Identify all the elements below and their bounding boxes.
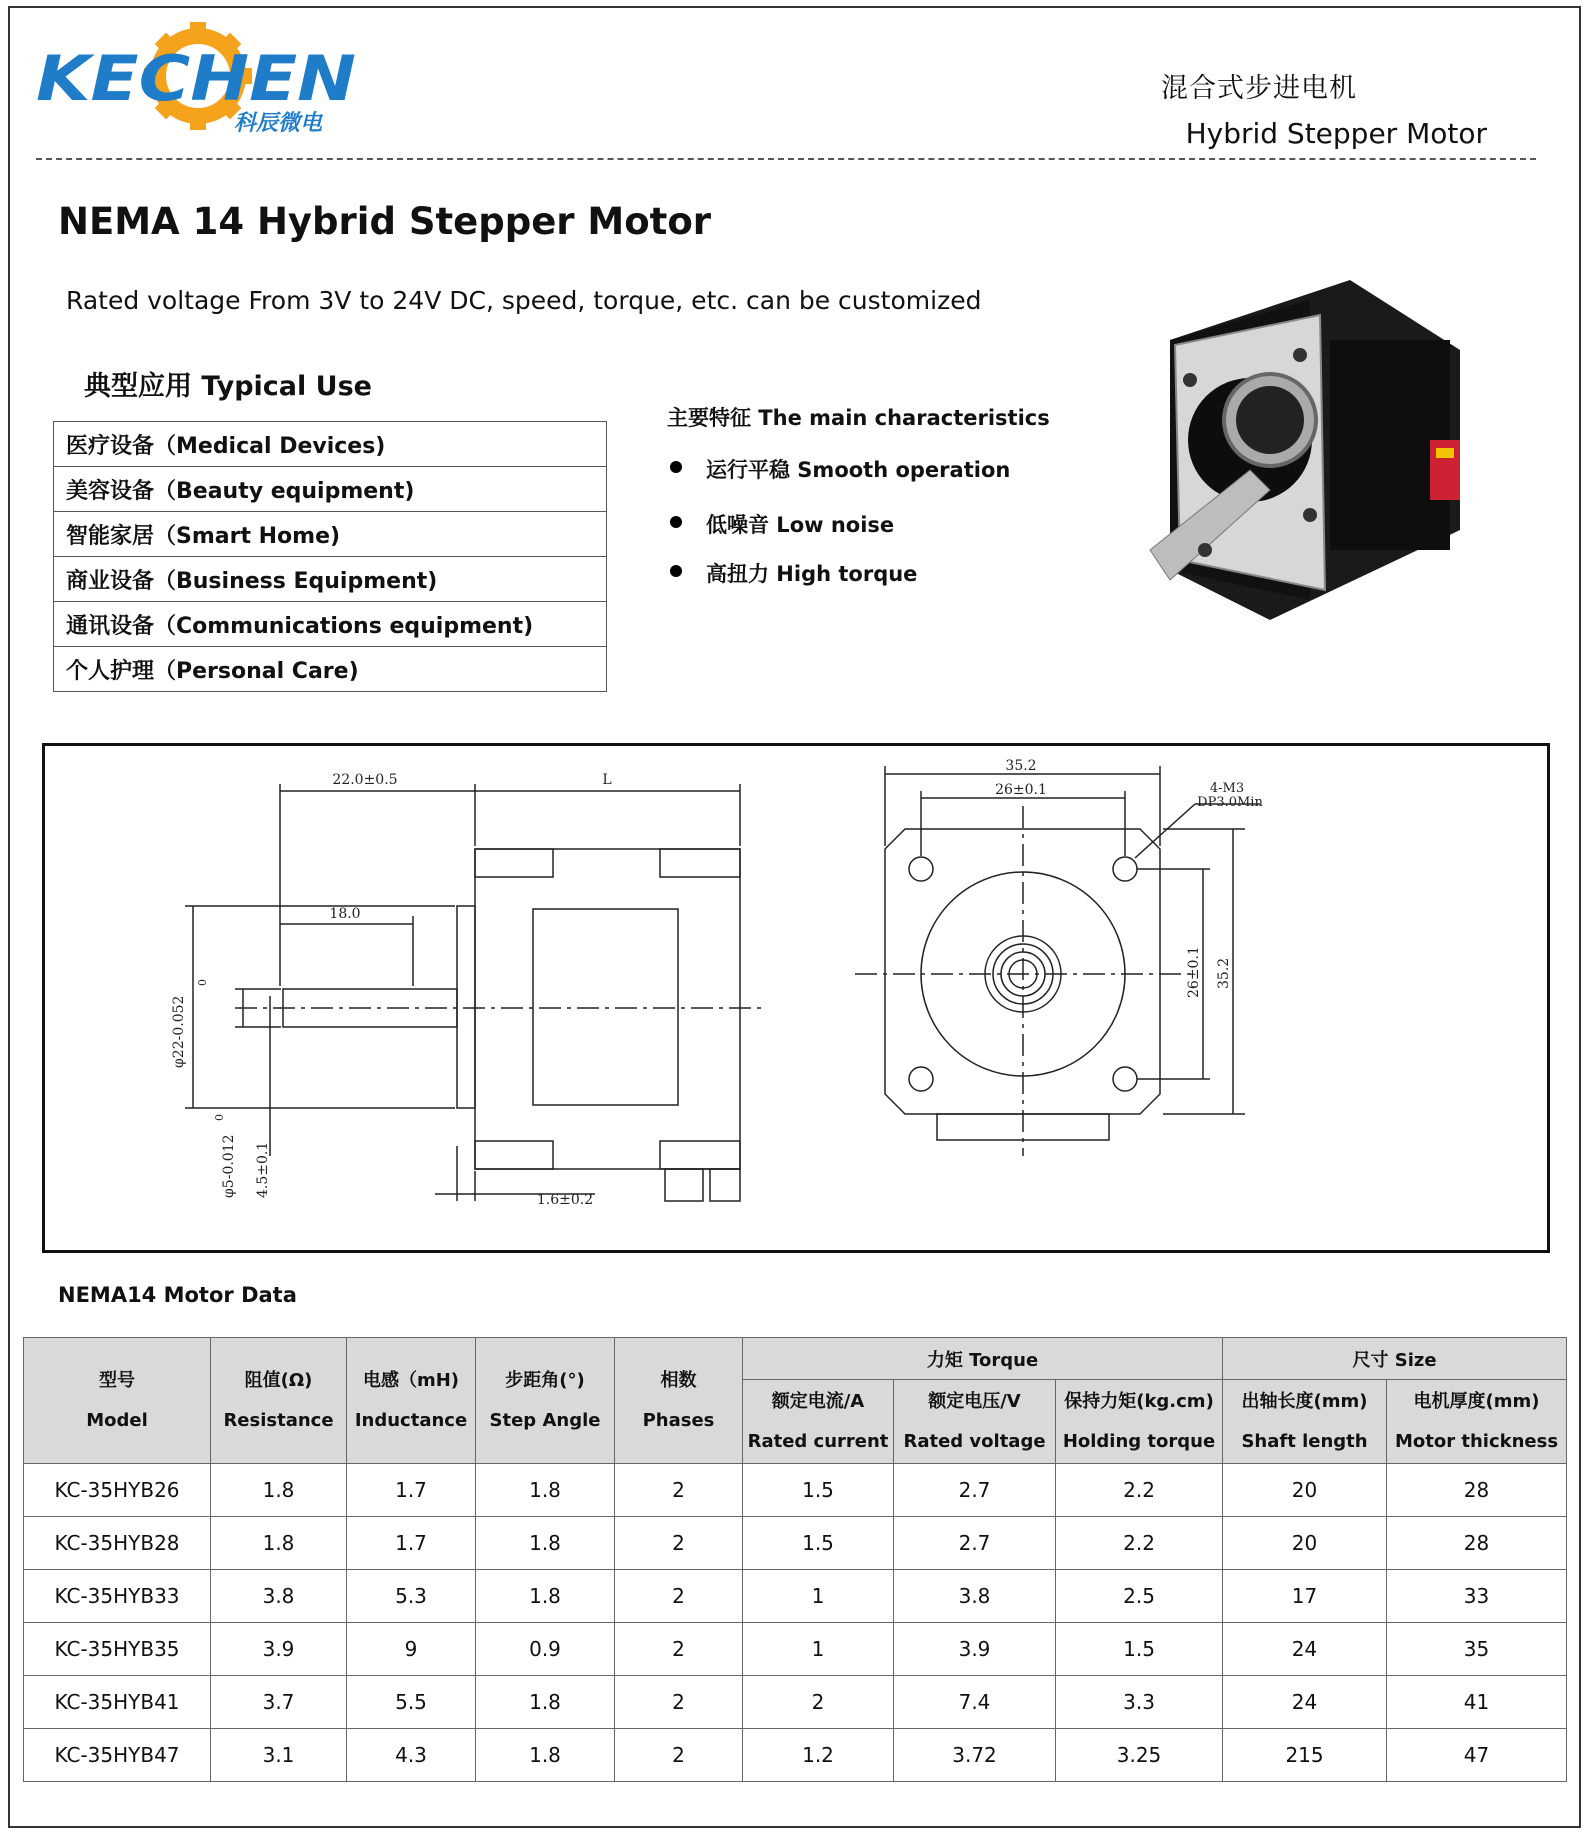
table-cell: 3.72 [894,1729,1056,1782]
table-cell: 2 [743,1676,894,1729]
motor-data-heading: NEMA14 Motor Data [58,1283,297,1307]
svg-text:科辰微电: 科辰微电 [234,111,323,136]
list-item: 商业设备（Business Equipment) [54,557,607,602]
table-row [24,1729,1567,1782]
dim-m3: 4-M3 [1209,781,1245,796]
table-cell: 1.5 [743,1464,894,1517]
table-cell: 2.2 [1056,1517,1223,1570]
table-cell: 28 [1387,1517,1567,1570]
characteristic-item: 高扭力 High torque [670,558,917,588]
dim-phi5: φ5-0.012 [221,1134,237,1198]
dim-352-right: 35.2 [1216,957,1232,989]
table-cell: 3.8 [211,1570,347,1623]
header-inductance: 电感（mH) Inductance [347,1338,476,1464]
typical-use-heading: 典型应用 Typical Use [84,371,372,402]
table-cell: 17 [1223,1570,1387,1623]
page-title: NEMA 14 Hybrid Stepper Motor [58,200,712,243]
table-cell: 2.5 [1056,1570,1223,1623]
header-en: Hybrid Stepper Motor [1185,117,1487,150]
table-row [24,1464,1567,1517]
table-cell: KC-35HYB28 [24,1517,211,1570]
table-cell: 1.8 [476,1517,615,1570]
header-resistance: 阻值(Ω) Resistance [211,1338,347,1464]
table-cell: 4.3 [347,1729,476,1782]
motor-photo [1130,280,1470,620]
table-cell: 1 [743,1570,894,1623]
table-cell: 24 [1223,1676,1387,1729]
table-cell: 1.8 [476,1676,615,1729]
table-cell: 215 [1223,1729,1387,1782]
table-row [24,1676,1567,1729]
table-cell: 47 [1387,1729,1567,1782]
table-cell: 28 [1387,1464,1567,1517]
table-cell: 1.5 [1056,1623,1223,1676]
table-cell: 2.7 [894,1464,1056,1517]
header-step-angle: 步距角(°) Step Angle [476,1338,615,1464]
bullet-icon [670,516,682,528]
table-cell: 2.7 [894,1517,1056,1570]
table-cell: 5.3 [347,1570,476,1623]
table-cell: 1.8 [476,1570,615,1623]
typical-use-table [53,421,607,692]
table-cell: 3.1 [211,1729,347,1782]
table-cell: KC-35HYB33 [24,1570,211,1623]
table-row [24,1570,1567,1623]
table-cell: 1.8 [211,1517,347,1570]
table-cell: 1 [743,1623,894,1676]
dim-45: 4.5±0.1 [255,1141,271,1198]
list-item: 美容设备（Beauty equipment) [54,467,607,512]
characteristic-item: 低噪音 Low noise [670,509,894,539]
drawing-svg [45,746,1547,1250]
table-cell: 1.5 [743,1517,894,1570]
table-cell: 2 [615,1729,743,1782]
table-row [24,1517,1567,1570]
dim-16: 1.6±0.2 [536,1192,594,1208]
bullet-icon [670,565,682,577]
table-cell: 9 [347,1623,476,1676]
dim-L: L [602,772,612,788]
table-cell: 0.9 [476,1623,615,1676]
motor-data-table [23,1337,1567,1782]
header-motor-thickness: 电机厚度(mm) Motor thickness [1387,1380,1567,1464]
header-holding-torque: 保持力矩(kg.cm) Holding torque [1056,1380,1223,1464]
svg-text:KECHEN: KECHEN [36,42,356,115]
table-cell: 2 [615,1623,743,1676]
table-cell: 2 [615,1676,743,1729]
table-cell: 1.7 [347,1464,476,1517]
dim-dp: DP3.0Min [1197,795,1263,810]
header-torque-group: 力矩 Torque [743,1338,1223,1380]
table-cell: 1.7 [347,1517,476,1570]
dim-phi22-tol: 0 [196,979,209,986]
subtitle: Rated voltage From 3V to 24V DC, speed, torque, etc. can be customized [66,286,982,315]
table-cell: KC-35HYB41 [24,1676,211,1729]
dim-26-top: 26±0.1 [995,782,1047,798]
header-phases: 相数 Phases [615,1338,743,1464]
dim-352-top: 35.2 [1005,758,1037,774]
table-cell: 41 [1387,1676,1567,1729]
dim-26-right: 26±0.1 [1186,946,1202,998]
dim-phi22: φ22-0.052 [171,995,187,1068]
table-cell: 24 [1223,1623,1387,1676]
table-cell: 1.8 [211,1464,347,1517]
list-item: 通讯设备（Communications equipment) [54,602,607,647]
table-cell: KC-35HYB47 [24,1729,211,1782]
kechen-logo [34,18,364,138]
header-model: 型号 Model [24,1338,211,1464]
header-cn: 混合式步进电机 [1161,73,1357,104]
table-cell: 3.25 [1056,1729,1223,1782]
header-divider [36,158,1536,160]
table-cell: 3.8 [894,1570,1056,1623]
table-cell: 3.9 [211,1623,347,1676]
table-cell: 3.3 [1056,1676,1223,1729]
table-cell: 1.8 [476,1729,615,1782]
dim-22: 22.0±0.5 [332,772,398,788]
table-cell: 7.4 [894,1676,1056,1729]
table-cell: 33 [1387,1570,1567,1623]
table-cell: 3.7 [211,1676,347,1729]
table-row [24,1623,1567,1676]
table-cell: 35 [1387,1623,1567,1676]
table-cell: 20 [1223,1464,1387,1517]
technical-drawing [42,743,1550,1253]
list-item: 智能家居（Smart Home) [54,512,607,557]
dim-phi5-tol: 0 [213,1114,226,1121]
header-rated-voltage: 额定电压/V Rated voltage [894,1380,1056,1464]
list-item: 个人护理（Personal Care) [54,647,607,692]
table-cell: KC-35HYB35 [24,1623,211,1676]
table-cell: 1.2 [743,1729,894,1782]
table-cell: KC-35HYB26 [24,1464,211,1517]
header-rated-current: 额定电流/A Rated current [743,1380,894,1464]
table-cell: 5.5 [347,1676,476,1729]
header-shaft-length: 出轴长度(mm) Shaft length [1223,1380,1387,1464]
table-cell: 20 [1223,1517,1387,1570]
side-view [185,784,765,1201]
characteristics-heading: 主要特征 The main characteristics [667,406,1050,430]
dim-18: 18.0 [329,906,361,922]
table-cell: 2 [615,1464,743,1517]
table-cell: 2 [615,1517,743,1570]
characteristic-item: 运行平稳 Smooth operation [670,454,1010,484]
table-cell: 1.8 [476,1464,615,1517]
table-cell: 2 [615,1570,743,1623]
table-cell: 3.9 [894,1623,1056,1676]
list-item: 医疗设备（Medical Devices) [54,422,607,467]
table-cell: 2.2 [1056,1464,1223,1517]
bullet-icon [670,461,682,473]
header-size-group: 尺寸 Size [1223,1338,1567,1380]
